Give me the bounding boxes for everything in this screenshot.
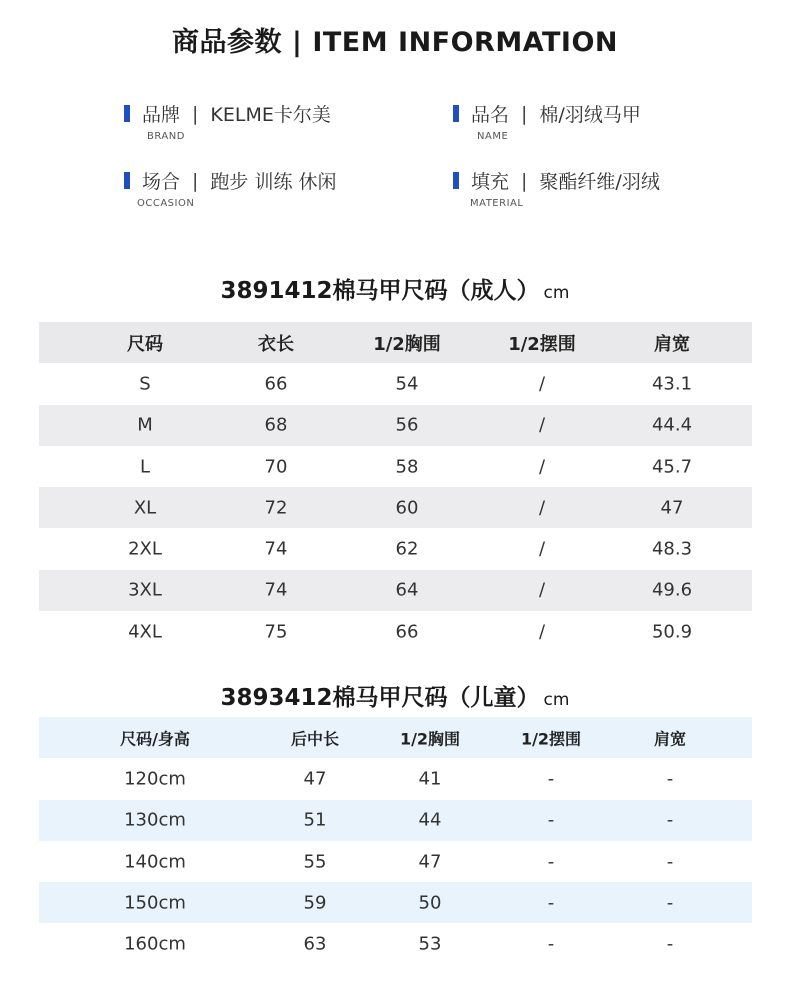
info-pipe: | (521, 169, 528, 192)
table-header-cell: 1/2胸围 (399, 729, 461, 749)
table-cell: L (139, 456, 151, 478)
table-cell: 50.9 (651, 621, 693, 643)
table-cell: 66 (264, 373, 288, 395)
table-cell: - (547, 892, 555, 914)
page-title (0, 20, 790, 59)
table-cell: 44 (418, 809, 442, 831)
info-value: KELME卡尔美 (210, 104, 331, 126)
table-cell: 51 (303, 809, 327, 831)
adult-title-text: 3891412棉马甲尺码（成人） (220, 278, 540, 304)
table-row (39, 487, 752, 528)
table-cell: 130cm (124, 809, 186, 831)
bullet-mark-icon (124, 105, 130, 122)
table-row (39, 800, 752, 841)
table-cell: - (547, 933, 555, 955)
table-row (39, 570, 752, 611)
table-cell: - (547, 768, 555, 790)
table-cell: 140cm (124, 851, 186, 873)
table-cell: 45.7 (651, 456, 693, 478)
info-label: 场合 (142, 171, 181, 193)
info-label: 品名 (471, 104, 510, 126)
table-cell: - (666, 933, 674, 955)
table-cell: - (666, 851, 674, 873)
table-row (39, 923, 752, 964)
table-cell: S (139, 373, 151, 395)
table-cell: 160cm (124, 933, 186, 955)
table-header-cell: 1/2摆围 (508, 333, 576, 355)
info-name (453, 100, 641, 142)
table-cell: 62 (395, 538, 419, 560)
table-cell: 2XL (128, 538, 162, 560)
table-cell: 74 (264, 538, 288, 560)
table-row (39, 611, 752, 652)
info-value: 跑步 训练 休闲 (210, 171, 337, 193)
table-cell: XL (133, 497, 157, 519)
table-cell: 48.3 (651, 538, 693, 560)
info-en-label: OCCASION (137, 198, 195, 209)
title-separator: | (291, 27, 303, 58)
table-cell: / (538, 414, 546, 436)
table-cell: 63 (303, 933, 327, 955)
table-cell: 3XL (128, 579, 162, 601)
kids-title-unit: cm (543, 690, 570, 710)
kids-size-table (39, 717, 752, 965)
info-pipe: | (192, 169, 199, 192)
table-cell: - (666, 768, 674, 790)
table-cell: 58 (395, 456, 419, 478)
info-en-label: NAME (477, 131, 509, 142)
info-pipe: | (192, 102, 199, 125)
table-cell: 74 (264, 579, 288, 601)
info-pipe: | (521, 102, 528, 125)
table-cell: 72 (264, 497, 288, 519)
table-row (39, 446, 752, 487)
table-row (39, 882, 752, 923)
table-cell: / (538, 538, 546, 560)
table-header-cell: 尺码/身高 (120, 729, 190, 749)
table-cell: 41 (418, 768, 442, 790)
table-cell: - (547, 851, 555, 873)
table-cell: 59 (303, 892, 327, 914)
info-value: 聚酯纤维/羽绒 (539, 171, 660, 193)
table-cell: 4XL (128, 621, 162, 643)
table-cell: / (538, 579, 546, 601)
table-header-cell: 肩宽 (653, 729, 686, 749)
table-cell: 43.1 (651, 373, 693, 395)
kids-table-title (0, 679, 790, 712)
info-material (453, 167, 660, 209)
info-value: 棉/羽绒马甲 (539, 104, 641, 126)
table-cell: 47 (660, 497, 684, 519)
table-row (39, 363, 752, 404)
adult-title-unit: cm (543, 283, 570, 303)
table-cell: / (538, 621, 546, 643)
table-cell: 47 (418, 851, 442, 873)
table-cell: 75 (264, 621, 288, 643)
table-header-cell: 1/2摆围 (520, 729, 582, 749)
table-cell: 49.6 (651, 579, 693, 601)
info-en-label: MATERIAL (470, 198, 524, 209)
adult-size-table (39, 322, 752, 652)
table-cell: - (666, 892, 674, 914)
table-cell: / (538, 497, 546, 519)
table-cell: 50 (418, 892, 442, 914)
table-cell: 70 (264, 456, 288, 478)
table-cell: 44.4 (651, 414, 693, 436)
table-cell: 66 (395, 621, 419, 643)
table-cell: 68 (264, 414, 288, 436)
table-cell: - (547, 809, 555, 831)
table-row (39, 405, 752, 446)
table-cell: - (666, 809, 674, 831)
table-header-cell: 1/2胸围 (373, 333, 441, 355)
table-cell: / (538, 373, 546, 395)
info-occasion (124, 167, 337, 209)
table-cell: 53 (418, 933, 442, 955)
title-cn: 商品参数 (171, 27, 282, 58)
kids-title-text: 3893412棉马甲尺码（儿童） (220, 685, 540, 711)
table-cell: 60 (395, 497, 419, 519)
table-row (39, 528, 752, 569)
table-header-row (39, 717, 752, 758)
table-cell: / (538, 456, 546, 478)
table-cell: 64 (395, 579, 419, 601)
info-en-label: BRAND (147, 131, 185, 142)
table-cell: M (137, 414, 153, 436)
table-header-cell: 衣长 (258, 333, 294, 355)
bullet-mark-icon (453, 172, 459, 189)
table-header-cell: 后中长 (290, 729, 339, 749)
adult-table-title (0, 272, 790, 305)
table-header-row (39, 322, 752, 363)
info-label: 品牌 (142, 104, 181, 126)
table-row (39, 758, 752, 799)
table-cell: 55 (303, 851, 327, 873)
info-label: 填充 (471, 171, 510, 193)
table-header-cell: 尺码 (127, 333, 163, 355)
table-cell: 150cm (124, 892, 186, 914)
info-brand (124, 100, 331, 142)
title-en: ITEM INFORMATION (312, 27, 619, 58)
table-header-cell: 肩宽 (654, 333, 690, 355)
table-cell: 120cm (124, 768, 186, 790)
table-cell: 54 (395, 373, 419, 395)
bullet-mark-icon (124, 172, 130, 189)
table-cell: 56 (395, 414, 419, 436)
bullet-mark-icon (453, 105, 459, 122)
table-row (39, 841, 752, 882)
table-cell: 47 (303, 768, 327, 790)
